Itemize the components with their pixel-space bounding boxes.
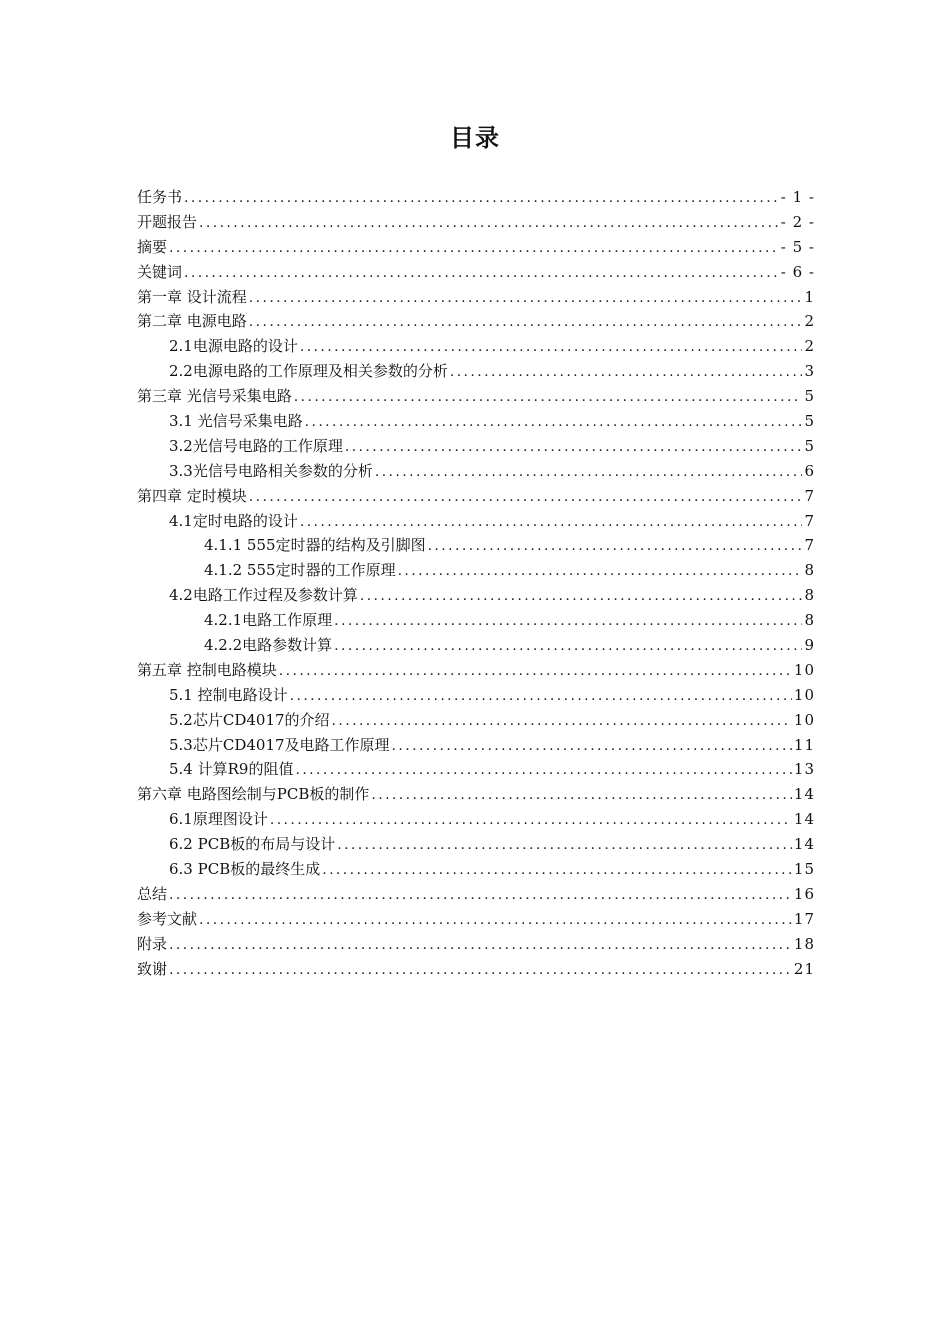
toc-entry-title: 第一章 设计流程 bbox=[137, 287, 247, 306]
toc-dot-leader bbox=[169, 933, 792, 958]
toc-dot-leader bbox=[199, 908, 792, 933]
toc-dot-leader bbox=[300, 335, 803, 360]
toc-entry-title: 4.1.1 555定时器的结构及引脚图 bbox=[204, 536, 426, 555]
toc-dot-leader bbox=[169, 958, 792, 983]
toc-entry[interactable] bbox=[137, 558, 815, 583]
toc-entry-page-number: 6 bbox=[804, 461, 815, 480]
toc-dot-leader bbox=[184, 261, 779, 286]
toc-entry-title: 3.3光信号电路相关参数的分析 bbox=[169, 461, 373, 480]
toc-entry[interactable] bbox=[137, 185, 815, 210]
toc-dot-leader bbox=[322, 858, 792, 883]
toc-dot-leader bbox=[184, 186, 779, 211]
toc-entry-title: 2.2电源电路的工作原理及相关参数的分析 bbox=[169, 362, 448, 381]
toc-entry-title: 附录 bbox=[137, 934, 168, 953]
toc-entry-title: 4.1.2 555定时器的工作原理 bbox=[204, 561, 396, 580]
toc-entry-page-number: - 5 - bbox=[780, 237, 815, 256]
toc-dot-leader bbox=[375, 460, 803, 485]
toc-entry-page-number: - 6 - bbox=[780, 262, 815, 281]
toc-entry-page-number: 5 bbox=[804, 412, 815, 431]
toc-entry[interactable] bbox=[137, 583, 815, 608]
toc-entry-page-number: 2 bbox=[804, 337, 815, 356]
toc-entry[interactable] bbox=[137, 459, 815, 484]
toc-dot-leader bbox=[398, 559, 803, 584]
toc-entry-title: 摘要 bbox=[137, 237, 168, 256]
table-of-contents bbox=[137, 185, 815, 982]
toc-entry-title: 开题报告 bbox=[137, 212, 198, 231]
toc-dot-leader bbox=[249, 286, 803, 311]
toc-entry[interactable] bbox=[137, 384, 815, 409]
toc-dot-leader bbox=[345, 435, 803, 460]
toc-dot-leader bbox=[392, 734, 792, 759]
toc-entry-page-number: - 1 - bbox=[780, 188, 815, 206]
toc-entry-title: 第三章 光信号采集电路 bbox=[137, 387, 292, 406]
toc-entry[interactable] bbox=[137, 260, 815, 285]
toc-entry-page-number: 2 bbox=[804, 312, 815, 331]
toc-entry[interactable] bbox=[137, 359, 815, 384]
toc-dot-leader bbox=[249, 310, 803, 335]
toc-entry[interactable] bbox=[137, 957, 815, 982]
toc-dot-leader bbox=[334, 634, 802, 659]
toc-entry-title: 第六章 电路图绘制与PCB板的制作 bbox=[137, 785, 370, 804]
toc-entry[interactable] bbox=[137, 509, 815, 534]
toc-entry-title: 总结 bbox=[137, 884, 168, 903]
toc-entry-page-number: 11 bbox=[793, 735, 815, 754]
toc-entry-title: 关键词 bbox=[137, 262, 183, 281]
toc-entry[interactable] bbox=[137, 782, 815, 807]
toc-entry[interactable] bbox=[137, 757, 815, 782]
toc-entry-title: 4.2电路工作过程及参数计算 bbox=[169, 586, 358, 605]
toc-entry-title: 6.2 PCB板的布局与设计 bbox=[169, 835, 336, 854]
toc-entry-title: 第五章 控制电路模块 bbox=[137, 660, 277, 679]
toc-entry[interactable] bbox=[137, 235, 815, 260]
toc-entry[interactable] bbox=[137, 309, 815, 334]
toc-dot-leader bbox=[337, 833, 792, 858]
toc-entry-title: 4.2.1电路工作原理 bbox=[204, 611, 333, 630]
toc-entry-page-number: 7 bbox=[804, 536, 815, 555]
toc-dot-leader bbox=[305, 410, 803, 435]
toc-entry-page-number: - 2 - bbox=[780, 212, 815, 231]
toc-entry[interactable] bbox=[137, 932, 815, 957]
toc-entry-title: 5.3芯片CD4017及电路工作原理 bbox=[169, 735, 390, 754]
toc-entry-title: 第二章 电源电路 bbox=[137, 312, 247, 331]
toc-entry-page-number: 5 bbox=[804, 387, 815, 406]
toc-entry-title: 3.1 光信号采集电路 bbox=[169, 412, 303, 431]
toc-entry-title: 3.2光信号电路的工作原理 bbox=[169, 436, 343, 455]
toc-dot-leader bbox=[360, 584, 803, 609]
toc-entry-page-number: 18 bbox=[793, 934, 815, 953]
toc-entry[interactable] bbox=[137, 434, 815, 459]
toc-entry-title: 2.1电源电路的设计 bbox=[169, 337, 298, 356]
toc-dot-leader bbox=[169, 883, 792, 908]
toc-entry-title: 参考文献 bbox=[137, 909, 198, 928]
toc-entry[interactable] bbox=[137, 658, 815, 683]
toc-dot-leader bbox=[450, 360, 803, 385]
toc-entry[interactable] bbox=[137, 807, 815, 832]
toc-entry[interactable] bbox=[137, 409, 815, 434]
toc-entry-page-number: 16 bbox=[793, 884, 815, 903]
toc-entry[interactable] bbox=[137, 608, 815, 633]
toc-dot-leader bbox=[428, 534, 803, 559]
toc-entry-page-number: 10 bbox=[793, 710, 815, 729]
toc-entry-page-number: 15 bbox=[793, 860, 815, 879]
toc-entry[interactable] bbox=[137, 484, 815, 509]
toc-dot-leader bbox=[332, 709, 792, 734]
toc-dot-leader bbox=[371, 783, 792, 808]
toc-entry-page-number: 9 bbox=[804, 636, 815, 655]
toc-dot-leader bbox=[279, 659, 792, 684]
toc-entry-title: 6.1原理图设计 bbox=[169, 810, 268, 829]
toc-entry-title: 6.3 PCB板的最终生成 bbox=[169, 860, 321, 879]
toc-entry[interactable] bbox=[137, 733, 815, 758]
toc-dot-leader bbox=[169, 236, 779, 261]
toc-dot-leader bbox=[290, 684, 792, 709]
toc-entry-page-number: 10 bbox=[793, 660, 815, 679]
toc-entry[interactable] bbox=[137, 285, 815, 310]
toc-entry-page-number: 10 bbox=[793, 685, 815, 704]
toc-entry[interactable] bbox=[137, 907, 815, 932]
toc-entry-title: 致谢 bbox=[137, 959, 168, 978]
toc-entry[interactable] bbox=[137, 882, 815, 907]
toc-dot-leader bbox=[295, 758, 791, 783]
toc-entry-page-number: 3 bbox=[804, 362, 815, 381]
toc-entry-page-number: 5 bbox=[804, 436, 815, 455]
toc-entry-page-number: 1 bbox=[804, 287, 815, 306]
toc-entry[interactable] bbox=[137, 334, 815, 359]
toc-dot-leader bbox=[300, 510, 803, 535]
toc-entry-page-number: 14 bbox=[793, 785, 815, 804]
toc-entry-title: 任务书 bbox=[137, 188, 183, 206]
toc-entry-page-number: 7 bbox=[804, 511, 815, 530]
toc-entry-page-number: 14 bbox=[793, 810, 815, 829]
toc-entry[interactable] bbox=[137, 533, 815, 558]
toc-entry[interactable] bbox=[137, 857, 815, 882]
toc-entry-page-number: 14 bbox=[793, 835, 815, 854]
toc-entry[interactable] bbox=[137, 708, 815, 733]
toc-entry[interactable] bbox=[137, 633, 815, 658]
toc-entry[interactable] bbox=[137, 832, 815, 857]
toc-entry-title: 5.2芯片CD4017的介绍 bbox=[169, 710, 330, 729]
toc-entry-page-number: 8 bbox=[804, 561, 815, 580]
toc-title: 目录 bbox=[450, 124, 500, 152]
toc-entry-title: 5.4 计算R9的阻值 bbox=[169, 760, 294, 779]
toc-entry[interactable] bbox=[137, 210, 815, 235]
toc-entry-page-number: 21 bbox=[793, 959, 815, 978]
toc-entry-title: 4.1定时电路的设计 bbox=[169, 511, 298, 530]
toc-entry-title: 4.2.2电路参数计算 bbox=[204, 636, 333, 655]
toc-dot-leader bbox=[334, 609, 802, 634]
toc-entry-page-number: 17 bbox=[793, 909, 815, 928]
toc-entry-page-number: 13 bbox=[793, 760, 815, 779]
toc-dot-leader bbox=[249, 485, 803, 510]
toc-dot-leader bbox=[199, 211, 779, 236]
toc-entry-page-number: 7 bbox=[804, 486, 815, 505]
toc-dot-leader bbox=[294, 385, 803, 410]
toc-entry-title: 第四章 定时模块 bbox=[137, 486, 247, 505]
toc-dot-leader bbox=[270, 808, 792, 833]
toc-entry-page-number: 8 bbox=[804, 586, 815, 605]
toc-entry[interactable] bbox=[137, 683, 815, 708]
toc-entry-page-number: 8 bbox=[804, 611, 815, 630]
toc-entry-title: 5.1 控制电路设计 bbox=[169, 685, 288, 704]
